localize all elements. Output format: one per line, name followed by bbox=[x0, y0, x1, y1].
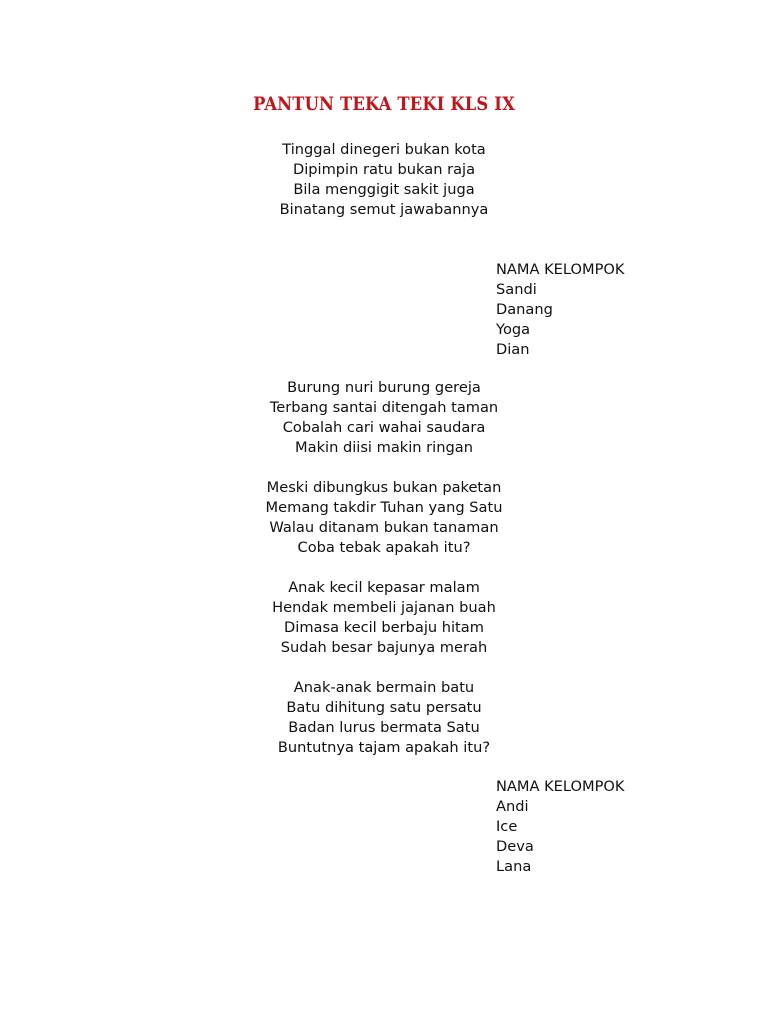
stanza-line: Badan lurus bermata Satu bbox=[288, 719, 480, 736]
group-member: Andi bbox=[496, 798, 529, 815]
stanza-line: Meski dibungkus bukan paketan bbox=[266, 479, 502, 496]
stanza-line: Anak-anak bermain batu bbox=[293, 679, 475, 696]
group-member-list bbox=[496, 260, 624, 360]
pantun-stanza bbox=[0, 678, 768, 758]
stanza-line: Binatang semut jawabannya bbox=[279, 201, 489, 218]
stanza-line: Dipimpin ratu bukan raja bbox=[292, 161, 476, 178]
stanza-line: Burung nuri burung gereja bbox=[287, 379, 481, 396]
group-heading: NAMA KELOMPOK bbox=[496, 261, 625, 278]
group-member-list bbox=[496, 777, 624, 877]
pantun-stanza bbox=[0, 378, 768, 458]
stanza-line: Sudah besar bajunya merah bbox=[280, 639, 488, 656]
group-member: Lana bbox=[496, 858, 532, 875]
stanza-line: Bila menggigit sakit juga bbox=[293, 181, 475, 198]
stanza-line: Memang takdir Tuhan yang Satu bbox=[265, 499, 503, 516]
stanza-line: Tinggal dinegeri bukan kota bbox=[282, 141, 486, 158]
stanza-line: Batu dihitung satu persatu bbox=[286, 699, 482, 716]
stanza-line: Dimasa kecil berbaju hitam bbox=[284, 619, 484, 636]
stanza-line: Terbang santai ditengah taman bbox=[269, 399, 499, 416]
stanza-line: Coba tebak apakah itu? bbox=[297, 539, 471, 556]
group-member: Ice bbox=[496, 818, 518, 835]
group-member: Deva bbox=[496, 838, 534, 855]
stanza-line: Makin diisi makin ringan bbox=[295, 439, 473, 456]
group-member: Yoga bbox=[496, 321, 531, 338]
pantun-stanza bbox=[0, 140, 768, 220]
group-member: Sandi bbox=[496, 281, 537, 298]
stanza-line: Anak kecil kepasar malam bbox=[288, 579, 480, 596]
document-title: PANTUN TEKA TEKI KLS IX bbox=[253, 93, 515, 115]
group-heading: NAMA KELOMPOK bbox=[496, 778, 625, 795]
group-member: Danang bbox=[496, 301, 553, 318]
stanza-line: Buntutnya tajam apakah itu? bbox=[277, 739, 491, 756]
group-member: Dian bbox=[496, 341, 530, 358]
stanza-line: Cobalah cari wahai saudara bbox=[282, 419, 486, 436]
pantun-stanza bbox=[0, 578, 768, 658]
stanza-line: Walau ditanam bukan tanaman bbox=[269, 519, 499, 536]
pantun-stanza bbox=[0, 478, 768, 558]
stanza-line: Hendak membeli jajanan buah bbox=[272, 599, 496, 616]
